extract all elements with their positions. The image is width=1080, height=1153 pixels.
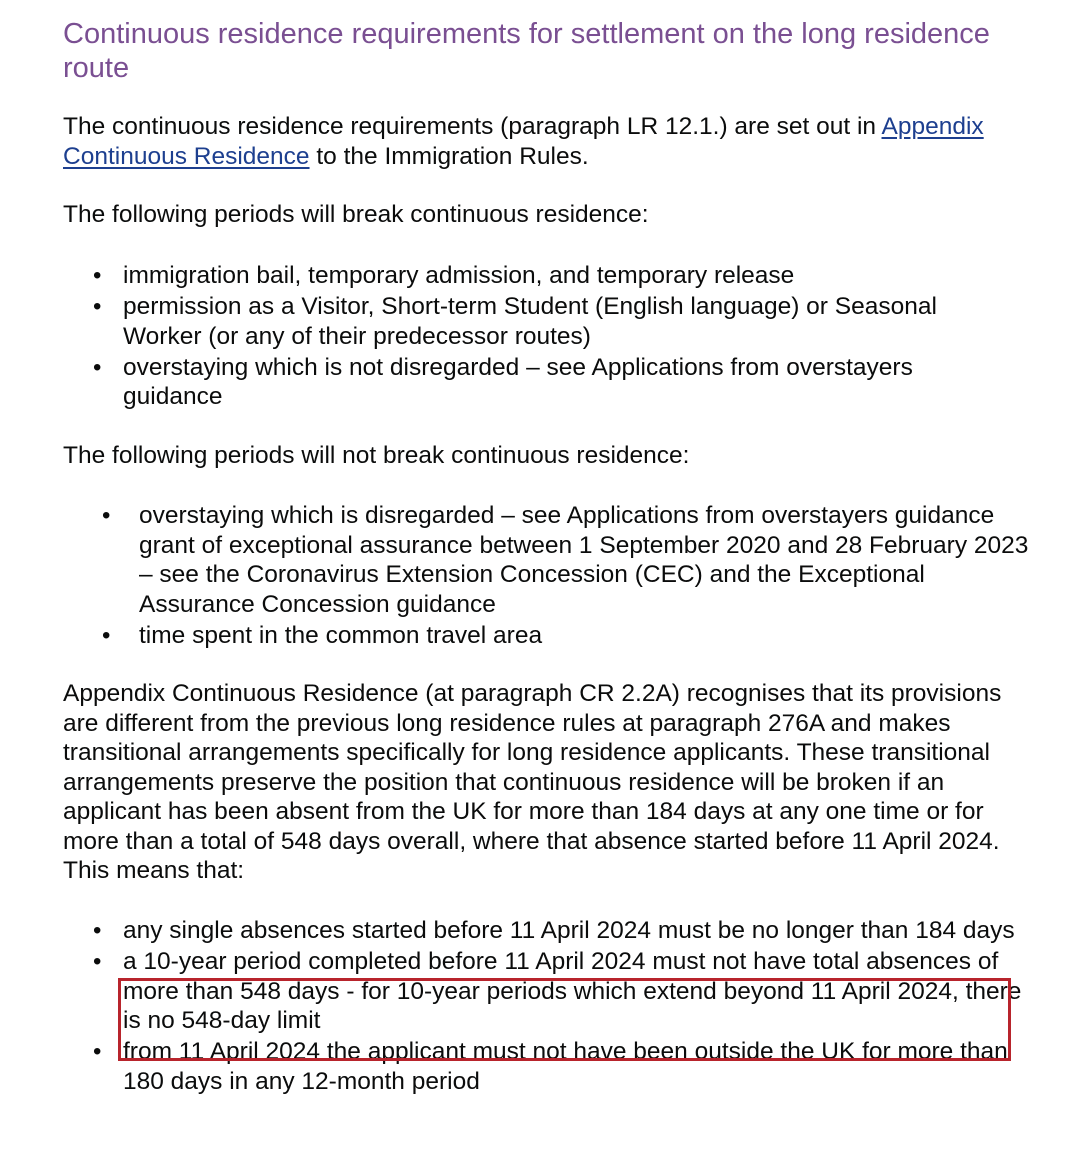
intro-text-after: to the Immigration Rules. bbox=[309, 142, 589, 170]
bullet-icon: • bbox=[93, 948, 102, 975]
list-item-text: permission as a Visitor, Short-term Student (English language) or Seasonal Worker (or any of their predecessor routes) bbox=[123, 293, 937, 350]
appendix-paragraph: Appendix Continuous Residence (at paragraph CR 2.2A) recognises that its provisions are different from the previous long residence rules at paragraph 276A and makes transitional arrangements specifically for long residence applicants. These transitional arrangements preserve the position that continuous residence will be broken if an applicant has been absent from the UK for more than 184 days at any one time or for more than a total of 548 days overall, where that absence started before 11 April 2024. This means that: bbox=[63, 680, 1002, 884]
red-highlight-box bbox=[118, 978, 1011, 1061]
list-item-text: from 11 April 2024 the applicant must not have been outside the UK for more than 180 days in any 12-month period bbox=[123, 1038, 1008, 1095]
list-item bbox=[93, 353, 1003, 412]
bullet-icon: • bbox=[93, 293, 102, 320]
bullet-icon: • bbox=[93, 1038, 102, 1065]
bullet-icon: • bbox=[102, 502, 111, 529]
not-break-list bbox=[102, 501, 1029, 652]
list-item-text: overstaying which is disregarded – see Applications from overstayers guidance grant of exceptional assurance between 1 September 2020 and 28 February 2023 – see the Coronavirus Extension Concession (CEC) and the Exceptional Assurance Concession guidance bbox=[139, 502, 1029, 618]
break-list bbox=[93, 261, 1003, 413]
list-item bbox=[93, 261, 1003, 291]
list-item-text: time spent in the common travel area bbox=[139, 621, 543, 649]
not-break-heading: The following periods will not break continuous residence: bbox=[63, 442, 690, 469]
list-item bbox=[102, 501, 1029, 619]
list-item-text: a 10-year period completed before 11 April 2024 must not have total absences of more than 548 days - for 10-year periods which extend beyond 11 April 2024, there is no 548-day limit bbox=[123, 948, 1022, 1034]
list-item bbox=[93, 916, 1023, 946]
bullet-icon: • bbox=[93, 917, 102, 944]
list-item bbox=[102, 621, 1029, 651]
list-item-text: overstaying which is not disregarded – see Applications from overstayers guidance bbox=[123, 353, 913, 410]
list-item-text: any single absences started before 11 April 2024 must be no longer than 184 days bbox=[123, 917, 1015, 944]
list-item-text: immigration bail, temporary admission, and temporary release bbox=[123, 262, 795, 289]
break-heading: The following periods will break continuous residence: bbox=[63, 201, 649, 228]
bullet-icon: • bbox=[93, 353, 102, 381]
intro-text-before: The continuous residence requirements (paragraph LR 12.1.) are set out in bbox=[63, 113, 882, 140]
page-title: Continuous residence requirements for settlement on the long residence route bbox=[63, 18, 990, 84]
intro-paragraph bbox=[63, 112, 1038, 171]
appendix-continuous-residence-link[interactable]: Appendix Continuous Residence bbox=[63, 113, 984, 170]
bullet-icon: • bbox=[102, 621, 111, 649]
bullet-icon: • bbox=[93, 262, 102, 289]
list-item bbox=[93, 292, 1003, 351]
